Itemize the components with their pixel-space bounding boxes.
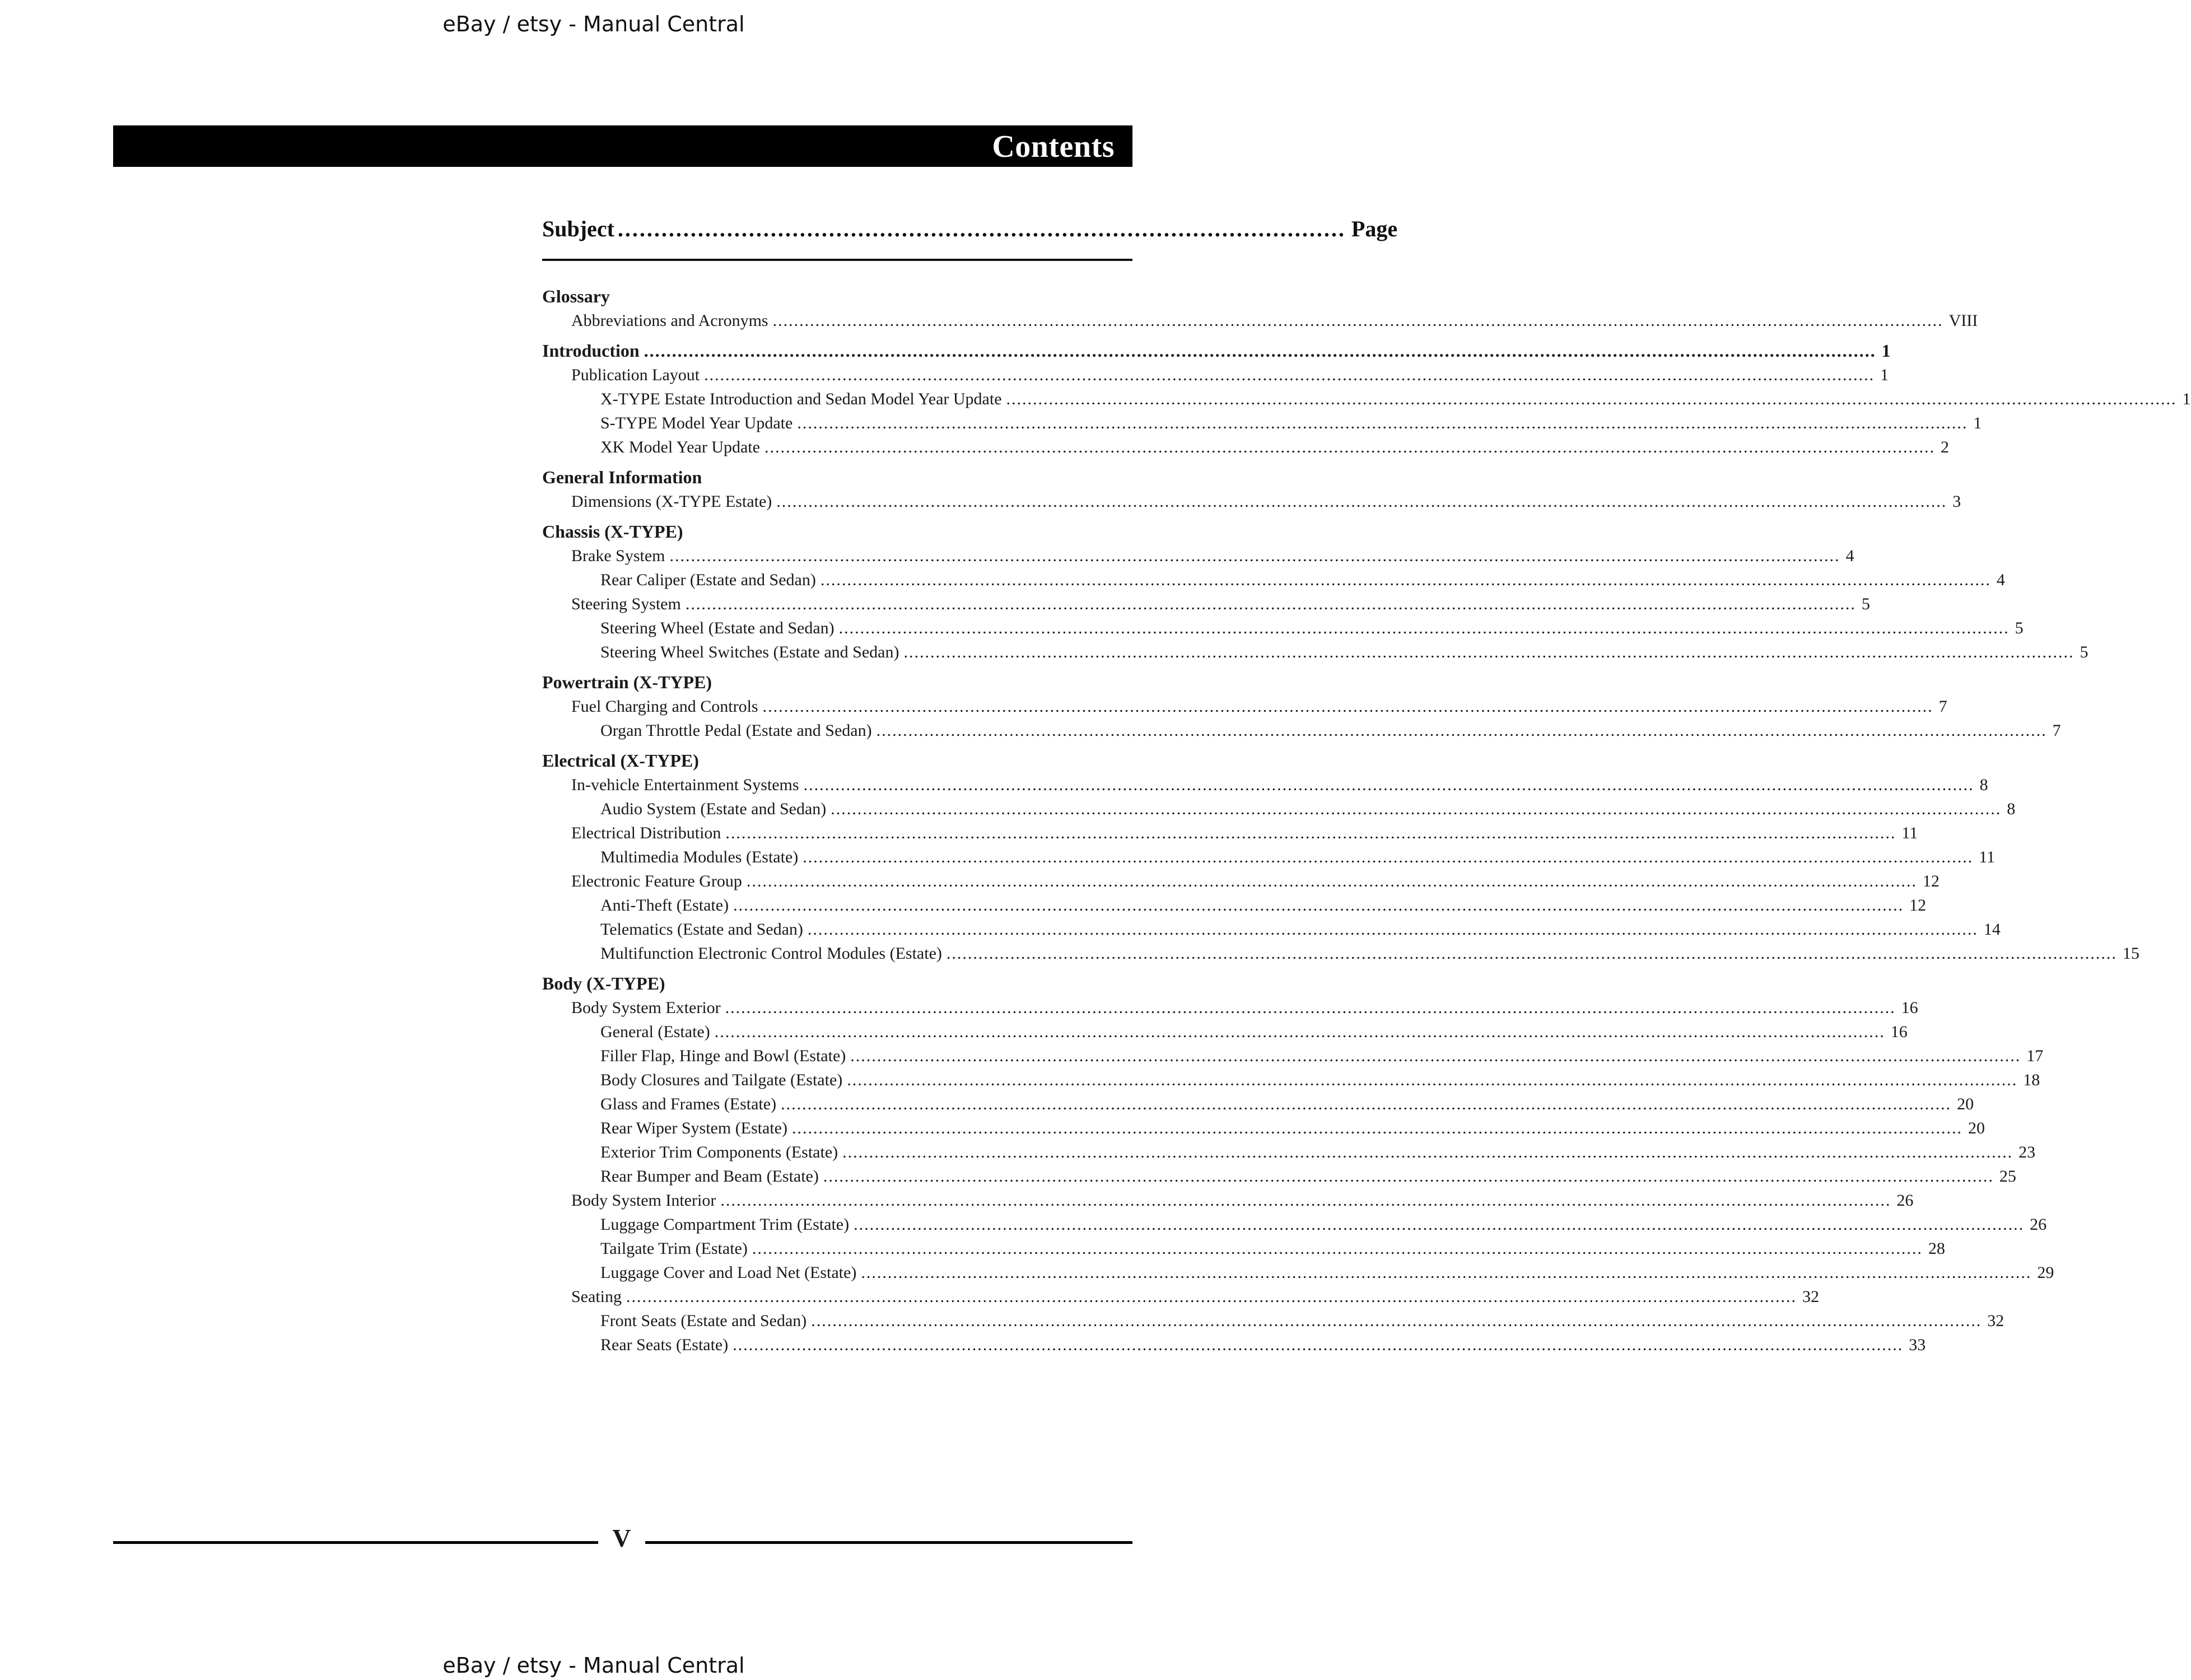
toc-section-row [542, 520, 1132, 544]
toc-entry-label: Electrical Distribution [571, 824, 721, 842]
toc-entry-row [542, 489, 1961, 514]
toc-entry-label: Body System Exterior [571, 998, 721, 1017]
toc-leader-dots: ............................................................................................................................................................................................................................ [725, 824, 1896, 842]
toc-entry-label: Publication Layout [571, 366, 700, 384]
toc-entry-label: Steering System [571, 595, 681, 613]
toc-page-number: 8 [1979, 776, 1988, 794]
toc-entry-row [542, 1068, 2040, 1092]
toc-leader-dots: ............................................................................................................................................................................................................................ [803, 776, 1974, 794]
toc-page-number: 4 [1996, 571, 2005, 589]
toc-page-number: 5 [2015, 619, 2024, 637]
toc-page-number: 18 [2023, 1071, 2040, 1089]
toc-entry-row [542, 1261, 2054, 1285]
watermark-top: eBay / etsy - Manual Central [442, 12, 745, 36]
toc-entry-label: Exterior Trim Components (Estate) [600, 1143, 838, 1161]
toc-entry-row [542, 1333, 1926, 1357]
toc-entry-label: In-vehicle Entertainment Systems [571, 776, 799, 794]
toc-leader-dots: ............................................................................................................................................................................................................................ [733, 896, 1904, 914]
toc-entry-row [542, 1092, 1974, 1116]
toc-leader-dots: ............................................................................................................................................................................................................................ [811, 1312, 1982, 1330]
page-heading: Page [1351, 216, 1398, 241]
toc-entry-row [542, 893, 1927, 917]
toc-entry-label: Brake System [571, 547, 665, 565]
toc-entry-row [542, 616, 2024, 640]
toc-entry-label: Audio System (Estate and Sedan) [600, 800, 827, 818]
toc-entry-label: Introduction [542, 340, 640, 361]
toc-entry-row [542, 592, 1870, 616]
toc-leader-dots: ............................................................................................................................................................................................................................ [772, 311, 1943, 330]
toc-entry-label: Body (X-TYPE) [542, 973, 665, 993]
toc-entry-row [542, 917, 2001, 941]
toc-entry-row [542, 1212, 2047, 1236]
toc-entry-row [542, 1285, 1819, 1309]
toc-entry-row [542, 773, 1988, 797]
toc-entry-label: Steering Wheel (Estate and Sedan) [600, 619, 835, 637]
toc-entry-row [542, 821, 1918, 845]
toc-entry-label: Rear Bumper and Beam (Estate) [600, 1167, 819, 1186]
toc-leader-dots: ............................................................................................................................................................................................................................ [725, 998, 1896, 1017]
toc-leader-dots: ............................................................................................................................................................................................................................ [847, 1071, 2018, 1089]
toc-entry-label: Rear Wiper System (Estate) [600, 1119, 787, 1137]
toc-leader-dots: ............................................................................................................................................................................................................................ [714, 1023, 1885, 1041]
header-leader-dots: .................................................................................................... [617, 216, 1346, 241]
toc-page-number: 14 [1983, 920, 2001, 939]
toc-entry-label: Chassis (X-TYPE) [542, 521, 683, 542]
toc-page-number: 1 [1881, 340, 1891, 361]
toc-entry-label: General Information [542, 467, 702, 487]
toc-entry-row [542, 845, 1996, 869]
toc-entry-row [542, 640, 2089, 664]
toc-page-number: 32 [1802, 1287, 1819, 1306]
toc-section-row [542, 670, 1132, 694]
toc-entry-label: Anti-Theft (Estate) [600, 896, 729, 914]
toc-leader-dots: ............................................................................................................................................................................................................................ [842, 1143, 2013, 1161]
toc-page-number: 8 [2007, 800, 2016, 818]
toc-entry-row [542, 1164, 2016, 1188]
toc-entry-label: Multimedia Modules (Estate) [600, 848, 799, 866]
toc-entry-row [542, 1020, 1908, 1044]
toc-entry-row [542, 363, 1889, 387]
toc-entry-label: Front Seats (Estate and Sedan) [600, 1312, 807, 1330]
toc-page-number: 25 [1999, 1167, 2016, 1186]
page-number: V [612, 1524, 631, 1552]
toc-page-number: 11 [1979, 848, 1996, 866]
toc-page-number: 1 [2182, 390, 2191, 408]
toc-entry-row [542, 1236, 1945, 1261]
toc-page-number: 2 [1940, 438, 1949, 456]
toc-leader-dots: ............................................................................................................................................................................................................................ [903, 643, 2075, 661]
toc-leader-dots: ............................................................................................................................................................................................................................ [704, 366, 1875, 384]
toc-entry-row [542, 1140, 2036, 1164]
toc-entry-row [542, 797, 2016, 821]
toc-entry-label: Seating [571, 1287, 622, 1306]
toc-page-number: 7 [1938, 697, 1947, 716]
toc-section-row [542, 339, 1891, 363]
watermark-bottom: eBay / etsy - Manual Central [442, 1653, 745, 1678]
table-of-contents [542, 284, 2191, 1357]
toc-entry-row [542, 1044, 2044, 1068]
toc-leader-dots: ............................................................................................................................................................................................................................ [1006, 390, 2177, 408]
toc-section-row [542, 465, 1132, 489]
toc-entry-label: Fuel Charging and Controls [571, 697, 758, 716]
toc-page-number: 1 [1880, 366, 1889, 384]
toc-leader-dots: ............................................................................................................................................................................................................................ [946, 944, 2117, 963]
toc-entry-label: Body Closures and Tailgate (Estate) [600, 1071, 843, 1089]
toc-header [542, 216, 1398, 247]
toc-leader-dots: ............................................................................................................................................................................................................................ [850, 1047, 2021, 1065]
toc-entry-label: Telematics (Estate and Sedan) [600, 920, 803, 939]
toc-entry-label: Electrical (X-TYPE) [542, 750, 699, 771]
toc-entry-label: XK Model Year Update [600, 438, 760, 456]
footer-rule-right [645, 1541, 1132, 1544]
toc-page-number: 29 [2037, 1263, 2054, 1282]
toc-entry-label: Multifunction Electronic Control Modules (Estate) [600, 944, 942, 963]
toc-entry-row [542, 1309, 2004, 1333]
toc-entry-label: Dimensions (X-TYPE Estate) [571, 492, 772, 511]
toc-leader-dots: ............................................................................................................................................................................................................................ [644, 340, 1876, 361]
toc-entry-row [542, 718, 2061, 743]
toc-entry-row [542, 941, 2139, 965]
toc-page-number: 16 [1890, 1023, 1908, 1041]
toc-leader-dots: ............................................................................................................................................................................................................................ [876, 721, 2047, 740]
toc-leader-dots: ............................................................................................................................................................................................................................ [764, 438, 1935, 456]
subject-heading: Subject [542, 216, 614, 241]
toc-leader-dots: ............................................................................................................................................................................................................................ [823, 1167, 1994, 1186]
toc-leader-dots: ............................................................................................................................................................................................................................ [831, 800, 2002, 818]
page-title: Contents [992, 129, 1115, 164]
toc-page-number: 26 [2030, 1215, 2047, 1234]
toc-page-number: 28 [1928, 1239, 1945, 1258]
toc-entry-row [542, 309, 1978, 333]
toc-entry-label: Rear Seats (Estate) [600, 1336, 729, 1354]
toc-entry-label: Steering Wheel Switches (Estate and Sedan) [600, 643, 899, 661]
toc-entry-label: Abbreviations and Acronyms [571, 311, 768, 330]
toc-leader-dots: ............................................................................................................................................................................................................................ [838, 619, 2010, 637]
toc-page-number: 20 [1957, 1095, 1974, 1113]
toc-entry-label: X-TYPE Estate Introduction and Sedan Model Year Update [600, 390, 1002, 408]
toc-entry-row [542, 544, 1854, 568]
toc-entry-label: Glossary [542, 286, 610, 306]
toc-entry-label: S-TYPE Model Year Update [600, 414, 793, 432]
toc-entry-label: Glass and Frames (Estate) [600, 1095, 777, 1113]
toc-leader-dots: ............................................................................................................................................................................................................................ [685, 595, 1856, 613]
toc-entry-row [542, 387, 2191, 411]
toc-section-row [542, 749, 1132, 773]
toc-entry-row [542, 869, 1940, 893]
toc-page-number: 5 [2080, 643, 2089, 661]
toc-leader-dots: ............................................................................................................................................................................................................................ [820, 571, 1991, 589]
toc-entry-label: Powertrain (X-TYPE) [542, 672, 712, 692]
toc-page-number: 12 [1922, 872, 1940, 890]
toc-entry-label: Rear Caliper (Estate and Sedan) [600, 571, 816, 589]
toc-page-number: 11 [1901, 824, 1918, 842]
toc-leader-dots: ............................................................................................................................................................................................................................ [776, 492, 1947, 511]
toc-page-number: VIII [1948, 311, 1978, 330]
toc-leader-dots: ............................................................................................................................................................................................................................ [752, 1239, 1923, 1258]
toc-page-number: 20 [1968, 1119, 1985, 1137]
toc-leader-dots: ............................................................................................................................................................................................................................ [791, 1119, 1962, 1137]
toc-leader-dots: ............................................................................................................................................................................................................................ [626, 1287, 1797, 1306]
toc-page-number: 12 [1909, 896, 1927, 914]
toc-entry-label: Luggage Compartment Trim (Estate) [600, 1215, 850, 1234]
toc-leader-dots: ............................................................................................................................................................................................................................ [854, 1215, 2025, 1234]
toc-leader-dots: ............................................................................................................................................................................................................................ [733, 1336, 1904, 1354]
toc-page-number: 15 [2122, 944, 2139, 963]
header-rule [542, 259, 1132, 261]
toc-page-number: 23 [2018, 1143, 2036, 1161]
toc-leader-dots: ............................................................................................................................................................................................................................ [720, 1191, 1891, 1210]
toc-entry-label: Body System Interior [571, 1191, 716, 1210]
toc-section-row [542, 284, 1132, 309]
toc-leader-dots: ............................................................................................................................................................................................................................ [861, 1263, 2032, 1282]
toc-leader-dots: ............................................................................................................................................................................................................................ [746, 872, 1917, 890]
toc-page-number: 4 [1845, 547, 1854, 565]
toc-page-number: 17 [2026, 1047, 2044, 1065]
toc-entry-row [542, 435, 1949, 459]
toc-page-number: 16 [1901, 998, 1918, 1017]
toc-page-number: 3 [1952, 492, 1961, 511]
toc-leader-dots: ............................................................................................................................................................................................................................ [807, 920, 1978, 939]
title-bar [113, 125, 1132, 167]
toc-page-number: 26 [1896, 1191, 1914, 1210]
toc-section-row [542, 972, 1132, 996]
toc-entry-row [542, 694, 1947, 718]
toc-entry-row [542, 996, 1918, 1020]
toc-leader-dots: ............................................................................................................................................................................................................................ [803, 848, 1974, 866]
toc-entry-label: Electronic Feature Group [571, 872, 742, 890]
toc-leader-dots: ............................................................................................................................................................................................................................ [762, 697, 1933, 716]
toc-entry-label: Luggage Cover and Load Net (Estate) [600, 1263, 857, 1282]
toc-page-number: 33 [1909, 1336, 1926, 1354]
toc-entry-row [542, 1116, 1985, 1140]
toc-leader-dots: ............................................................................................................................................................................................................................ [781, 1095, 1952, 1113]
toc-page-number: 5 [1861, 595, 1870, 613]
toc-entry-row [542, 411, 1982, 435]
toc-leader-dots: ............................................................................................................................................................................................................................ [797, 414, 1968, 432]
toc-page-number: 32 [1987, 1312, 2004, 1330]
toc-page-number: 7 [2052, 721, 2061, 740]
toc-entry-label: Filler Flap, Hinge and Bowl (Estate) [600, 1047, 846, 1065]
toc-entry-row [542, 1188, 1914, 1212]
toc-entry-label: General (Estate) [600, 1023, 710, 1041]
toc-page-number: 1 [1973, 414, 1982, 432]
toc-leader-dots: ............................................................................................................................................................................................................................ [669, 547, 1840, 565]
toc-entry-row [542, 568, 2005, 592]
toc-entry-label: Tailgate Trim (Estate) [600, 1239, 748, 1258]
toc-entry-label: Organ Throttle Pedal (Estate and Sedan) [600, 721, 872, 740]
footer-rule-left [113, 1541, 598, 1544]
